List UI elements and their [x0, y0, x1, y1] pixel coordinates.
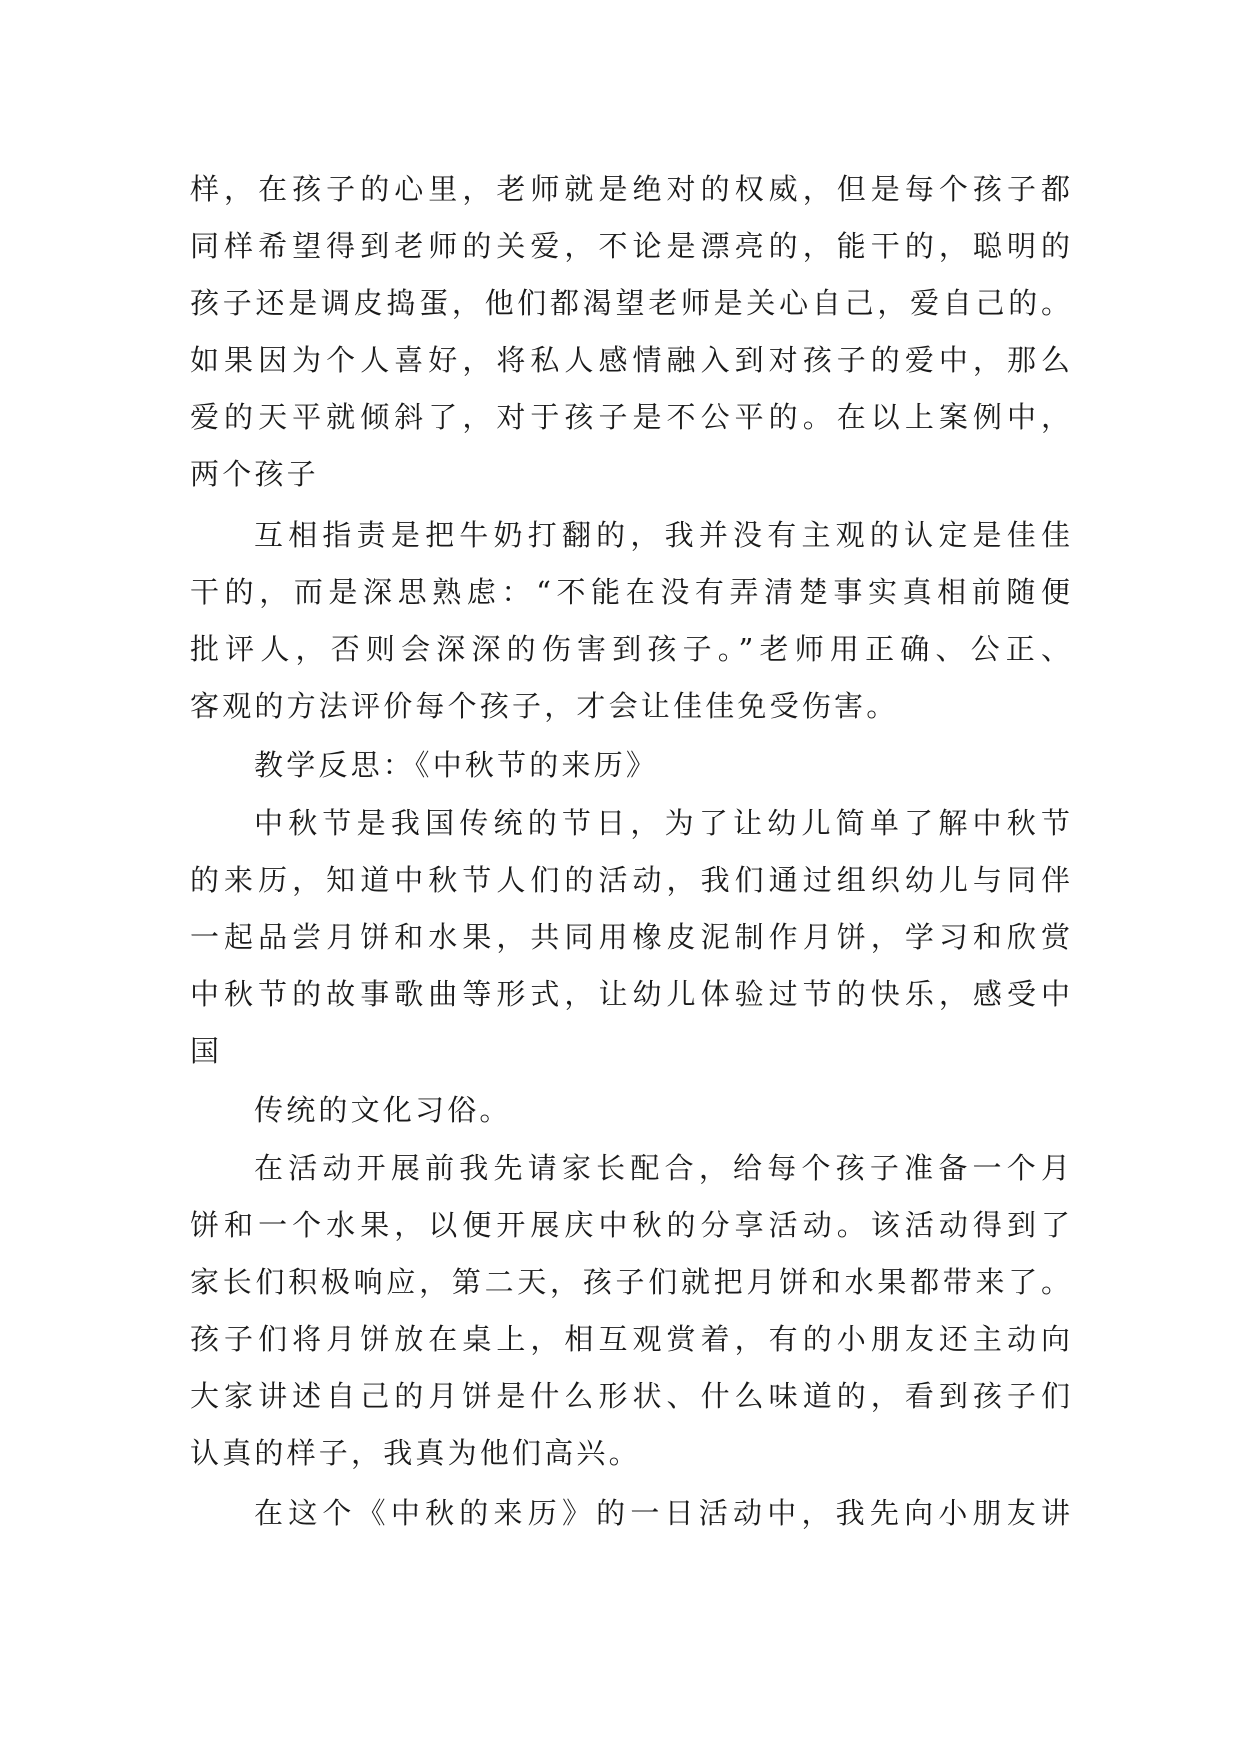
- text-line: 家长们积极响应，第二天，孩子们就把月饼和水果都带来了。: [190, 1265, 1070, 1299]
- text-line: 的来历，知道中秋节人们的活动，我们通过组织幼儿与同伴: [190, 863, 1070, 897]
- paragraph-first-line: 传统的文化习俗。: [254, 1093, 512, 1127]
- text-line: 大家讲述自己的月饼是什么形状、什么味道的，看到孩子们: [190, 1379, 1070, 1413]
- text-line: 客观的方法评价每个孩子，才会让佳佳免受伤害。: [190, 689, 899, 723]
- paragraph-first-line: 在这个《中秋的来历》的一日活动中，我先向小朋友讲: [254, 1496, 1070, 1530]
- text-line: 批评人，否则会深深的伤害到孩子。”老师用正确、公正、: [190, 632, 1070, 666]
- text-line: 孩子们将月饼放在桌上，相互观赏着，有的小朋友还主动向: [190, 1322, 1070, 1356]
- text-line: 两个孩子: [190, 457, 319, 491]
- text-line: 同样希望得到老师的关爱，不论是漂亮的，能干的，聪明的: [190, 229, 1070, 263]
- paragraph-first-line: 互相指责是把牛奶打翻的，我并没有主观的认定是佳佳: [254, 518, 1070, 552]
- section-heading: 教学反思：《中秋节的来历》: [254, 748, 659, 782]
- text-line: 认真的样子，我真为他们高兴。: [190, 1436, 641, 1470]
- text-line: 饼和一个水果，以便开展庆中秋的分享活动。该活动得到了: [190, 1208, 1070, 1242]
- paragraph-first-line: 在活动开展前我先请家长配合，给每个孩子准备一个月: [254, 1151, 1070, 1185]
- text-line: 一起品尝月饼和水果，共同用橡皮泥制作月饼，学习和欣赏: [190, 920, 1070, 954]
- text-line: 干的，而是深思熟虑：“不能在没有弄清楚事实真相前随便: [190, 575, 1070, 609]
- text-line: 孩子还是调皮捣蛋，他们都渴望老师是关心自己，爱自己的。: [190, 286, 1070, 320]
- text-line: 样，在孩子的心里，老师就是绝对的权威，但是每个孩子都: [190, 172, 1070, 206]
- text-line: 国: [190, 1034, 223, 1068]
- text-line: 爱的天平就倾斜了，对于孩子是不公平的。在以上案例中，: [190, 400, 1070, 434]
- text-line: 中秋节的故事歌曲等形式，让幼儿体验过节的快乐，感受中: [190, 977, 1070, 1011]
- text-line: 如果因为个人喜好，将私人感情融入到对孩子的爱中，那么: [190, 343, 1070, 377]
- paragraph-first-line: 中秋节是我国传统的节日，为了让幼儿简单了解中秋节: [254, 806, 1070, 840]
